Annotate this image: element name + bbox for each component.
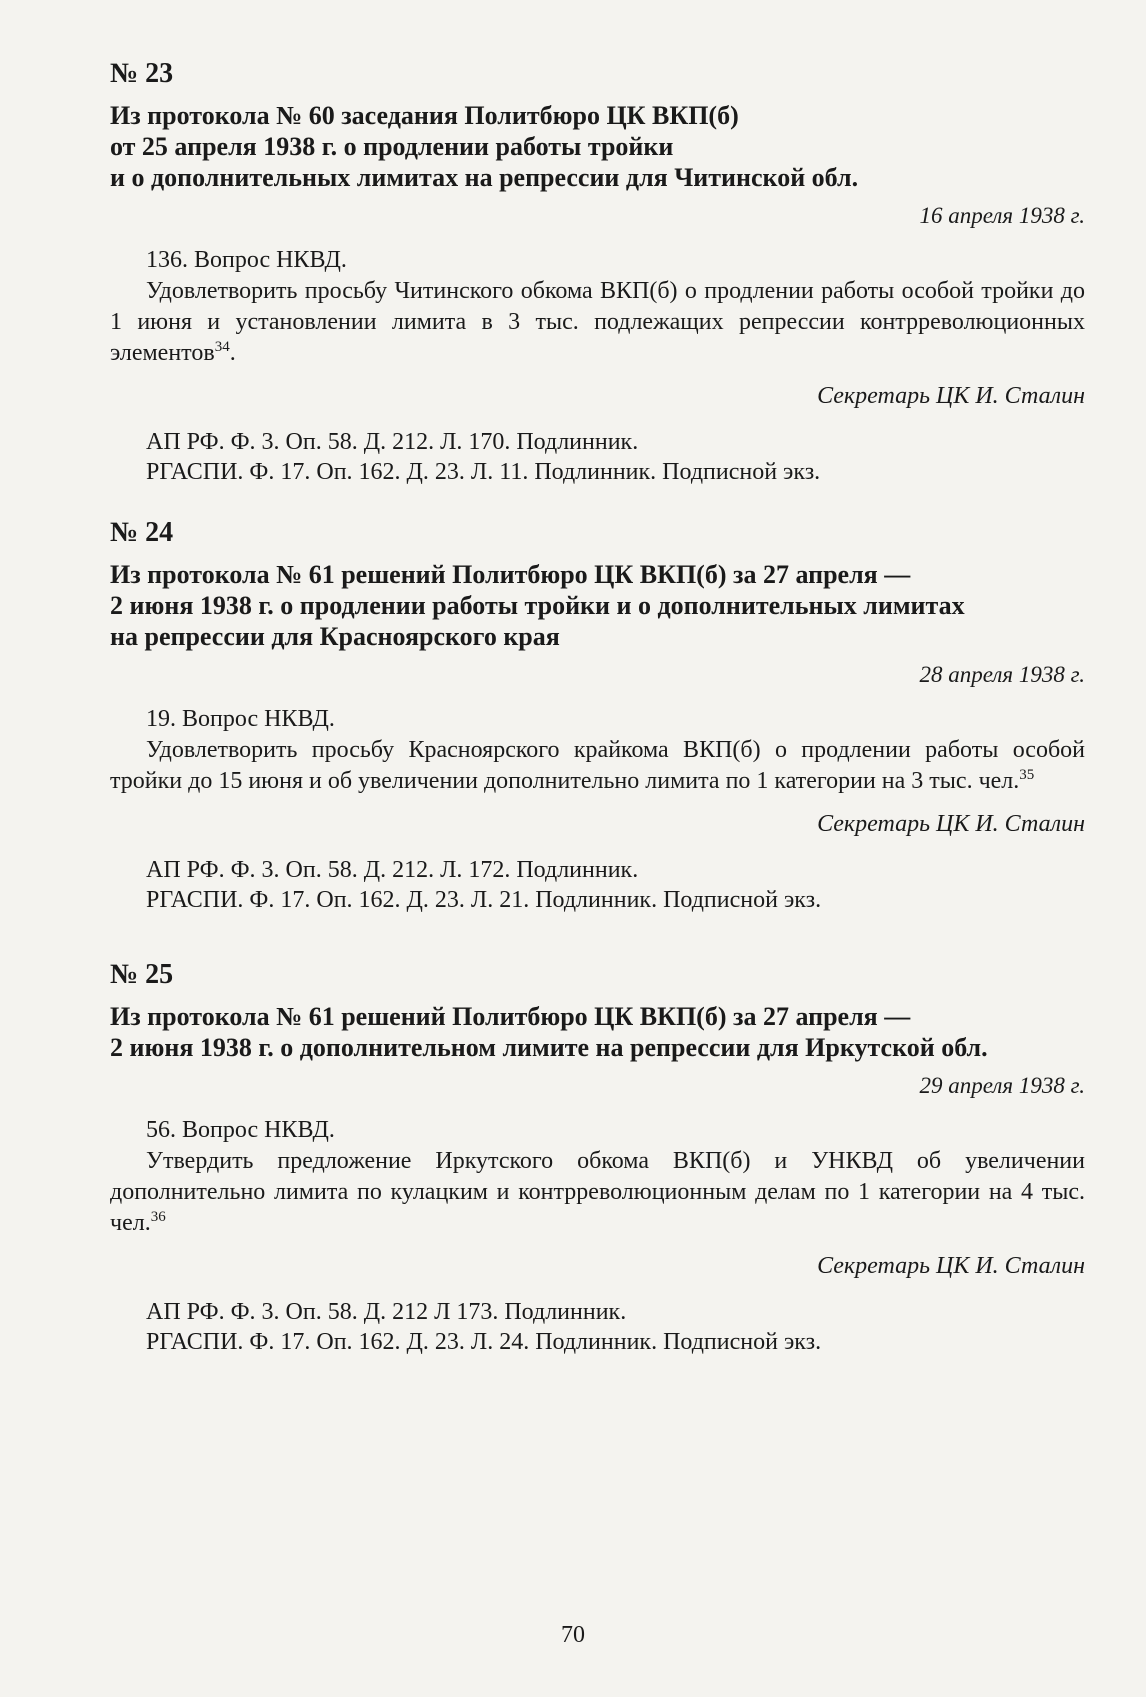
document-date: 28 апреля 1938 г. [919,662,1085,687]
page-content [110,58,1085,1357]
document-title [110,100,1085,193]
title-line: на репрессии для Красноярского края [110,622,560,651]
agenda-item: 56. Вопрос НКВД. [146,1117,335,1143]
archive-ref: РГАСПИ. Ф. 17. Оп. 162. Д. 23. Л. 11. Подлинник. Подписной экз. [146,459,821,485]
resolution-text [110,1146,1085,1239]
archive-ref: АП РФ. Ф. 3. Оп. 58. Д. 212. Л. 172. Подлинник. [146,857,639,883]
document-25 [110,959,1085,1357]
footnote-ref: 36 [150,1209,166,1225]
resolution-text [110,735,1085,797]
resolution-tail: . [229,340,236,366]
document-23 [110,58,1085,487]
signature: Секретарь ЦК И. Сталин [817,811,1085,837]
title-line: и о дополнительных лимитах на репрессии для Читинской обл. [110,163,859,192]
document-title [110,559,1085,652]
resolution-body: Удовлетворить просьбу Красноярского крайкома ВКП(б) о продлении работы особой тройки до 15 июня и об увеличении дополнительно лимита по 1 категории на 3 тыс. чел. [110,737,1085,794]
archive-ref: АП РФ. Ф. 3. Оп. 58. Д. 212. Л. 170. Подлинник. [146,429,639,455]
document-number: № 24 [110,517,174,548]
title-line: Из протокола № 61 решений Политбюро ЦК ВКП(б) за 27 апреля — [110,1002,911,1031]
title-line: 2 июня 1938 г. о дополнительном лимите на репрессии для Иркутской обл. [110,1033,988,1062]
page-number: 70 [561,1622,585,1648]
document-number: № 25 [110,959,174,990]
document-title [110,1001,1085,1063]
signature: Секретарь ЦК И. Сталин [817,1253,1085,1279]
resolution-body: Удовлетворить просьбу Читинского обкома ВКП(б) о продлении работы особой тройки до 1 июня и установлении лимита в 3 тыс. подлежащих репрессии контрреволюционных элементов [110,278,1085,366]
document-24 [110,517,1085,915]
agenda-item: 19. Вопрос НКВД. [146,706,335,732]
title-line: от 25 апреля 1938 г. о продлении работы тройки [110,132,674,161]
archive-ref: РГАСПИ. Ф. 17. Оп. 162. Д. 23. Л. 21. Подлинник. Подписной экз. [146,887,822,913]
archive-ref: АП РФ. Ф. 3. Оп. 58. Д. 212 Л 173. Подлинник. [146,1299,627,1325]
title-line: Из протокола № 60 заседания Политбюро ЦК ВКП(б) [110,101,739,130]
document-number: № 23 [110,58,174,89]
footnote-ref: 34 [214,339,230,355]
signature: Секретарь ЦК И. Сталин [817,383,1085,409]
title-line: Из протокола № 61 решений Политбюро ЦК ВКП(б) за 27 апреля — [110,560,911,589]
title-line: 2 июня 1938 г. о продлении работы тройки и о дополнительных лимитах [110,591,965,620]
agenda-item: 136. Вопрос НКВД. [146,247,347,273]
resolution-text [110,276,1085,369]
footnote-ref: 35 [1019,767,1035,783]
document-date: 29 апреля 1938 г. [919,1073,1085,1098]
document-date: 16 апреля 1938 г. [919,203,1085,228]
archive-ref: РГАСПИ. Ф. 17. Оп. 162. Д. 23. Л. 24. Подлинник. Подписной экз. [146,1329,822,1355]
resolution-body: Утвердить предложение Иркутского обкома ВКП(б) и УНКВД об увеличении дополнительно лимита по кулацким и контрреволюционным делам по 1 категории на 4 тыс. чел. [110,1148,1085,1236]
